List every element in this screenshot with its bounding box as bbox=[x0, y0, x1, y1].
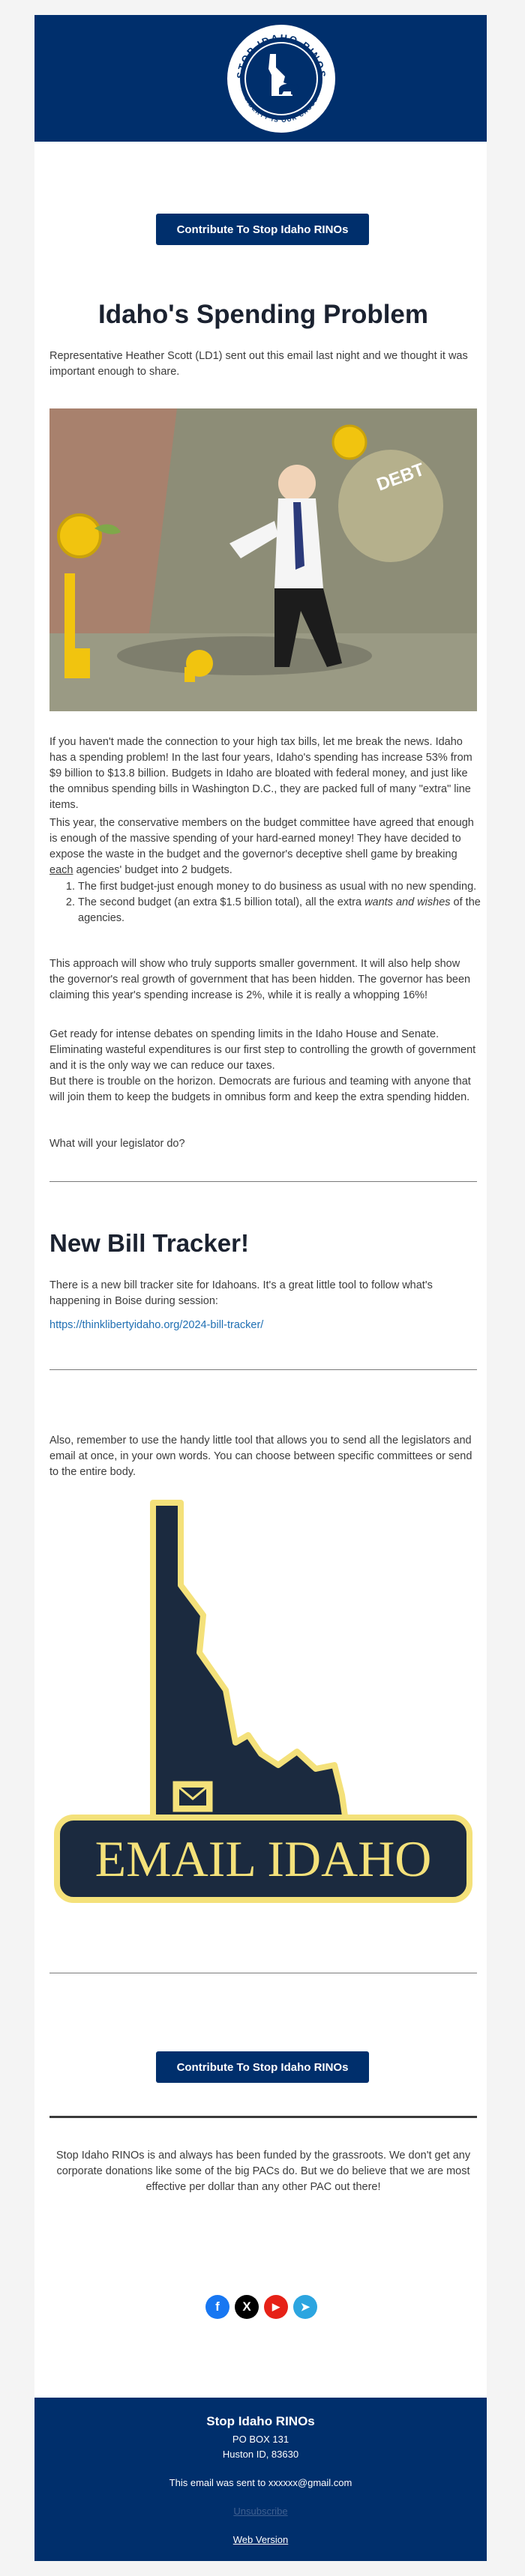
article-paragraph-4b: But there is trouble on the horizon. Democrats are furious and teaming with anyone that will join them to keep the budgets in omnibus form and keep the extra spending hidden. bbox=[50, 1076, 471, 1103]
footer-address-1: PO BOX 131 bbox=[232, 2434, 290, 2445]
spending-illustration bbox=[50, 408, 477, 711]
divider bbox=[50, 1181, 477, 1182]
logo-top-text: STOP IDAHO RINOS bbox=[234, 31, 328, 79]
footer-org-name: Stop Idaho RINOs bbox=[206, 2414, 315, 2428]
article-paragraph-3: This approach will show who truly supports smaller government. It will also help show the governor's real growth of government that has been hidden. The governor has been claiming this year's spending increase is 2%, while it is really a whopping 16%! bbox=[50, 958, 471, 1001]
email-tool-text: Also, remember to use the handy little tool that allows you to send all the legislators and email at once, in your own words. You can choose between specific committees or send to the entire body. bbox=[50, 1435, 472, 1478]
article-paragraph-5: What will your legislator do? bbox=[50, 1138, 185, 1150]
debt-sack-label: DEBT bbox=[374, 459, 428, 495]
article-paragraph-2 bbox=[50, 815, 477, 878]
unsubscribe-link[interactable]: Unsubscribe bbox=[233, 2506, 288, 2517]
email-idaho-banner-text: EMAIL IDAHO bbox=[94, 1830, 432, 1887]
facebook-icon[interactable]: f bbox=[206, 2295, 230, 2319]
bill-tracker-title: New Bill Tracker! bbox=[50, 1229, 249, 1257]
article-intro: Representative Heather Scott (LD1) sent out this email last night and we thought it was important enough to share. bbox=[50, 350, 468, 378]
article-paragraph-4a: Get ready for intense debates on spending limits in the Idaho House and Senate. Eliminating wasteful expenditures is our first step to controlling the growth of government and it is the only way we can reduce our taxes. bbox=[50, 1028, 476, 1072]
footer bbox=[34, 2398, 487, 2561]
contribute-button-top[interactable]: Contribute To Stop Idaho RINOs bbox=[156, 214, 369, 245]
telegram-icon[interactable]: ➤ bbox=[293, 2295, 317, 2319]
logo-bottom-text: LIBERTY IS OUR CAUSE bbox=[243, 95, 320, 124]
divider-thick bbox=[50, 2116, 477, 2118]
footer-sent-to: This email was sent to xxxxxx@gmail.com bbox=[169, 2477, 352, 2488]
list-item bbox=[78, 895, 483, 926]
budget-list bbox=[50, 879, 483, 926]
list-2-text-b: of the agencies. bbox=[78, 896, 481, 924]
stop-idaho-rinos-logo bbox=[225, 22, 338, 135]
grassroots-text: Stop Idaho RINOs is and always has been funded by the grassroots. We don't get any corporate donations like some of the big PACs do. But we do believe that we are most effective per dollar than any other PAC out there! bbox=[56, 2150, 471, 2193]
article-paragraph-1: If you haven't made the connection to your high tax bills, let me break the news. Idaho has a spending problem! In the last four years, Idaho's spending has increase 53% from $9 billion to $13.8 billion. Budgets in Idaho are bloated with federal money, and just like the omnibus spending bills in Washington D.C., they are packed full of many "extra" line items. bbox=[50, 736, 472, 811]
email-idaho-graphic[interactable] bbox=[50, 1495, 477, 1915]
x-icon[interactable]: X bbox=[235, 2295, 259, 2319]
list-item: 1. The first budget-just enough money to do business as usual with no new spending. bbox=[78, 879, 483, 895]
p2-text-a: This year, the conservative members on the budget committee have agreed that enough is enough of the massive spending of your hard-earned money! They have decided to expose the waste in the budget and the governor's deceptive shell game by breaking bbox=[50, 817, 474, 860]
list-2-italic: wants and wishes bbox=[364, 896, 451, 908]
email-container bbox=[34, 0, 487, 2576]
article-title: Idaho's Spending Problem bbox=[98, 300, 429, 329]
bill-tracker-link[interactable]: https://thinklibertyidaho.org/2024-bill-tracker/ bbox=[50, 1319, 264, 1331]
divider bbox=[50, 1369, 477, 1370]
youtube-icon[interactable]: ▶ bbox=[264, 2295, 288, 2319]
list-2-text-a: The second budget (an extra $1.5 billion total), all the extra bbox=[78, 896, 365, 908]
contribute-button-bottom[interactable]: Contribute To Stop Idaho RINOs bbox=[156, 2051, 369, 2083]
bill-tracker-text: There is a new bill tracker site for Idahoans. It's a great little tool to follow what's happening in Boise during session: bbox=[50, 1279, 433, 1307]
web-version-link[interactable]: Web Version bbox=[232, 2534, 289, 2545]
header-banner bbox=[34, 15, 487, 142]
p2-text-b: agencies' budget into 2 budgets. bbox=[73, 864, 232, 876]
social-icons bbox=[206, 2295, 317, 2320]
p2-underlined: each bbox=[50, 864, 74, 876]
footer-address-2: Huston ID, 83630 bbox=[222, 2449, 299, 2460]
